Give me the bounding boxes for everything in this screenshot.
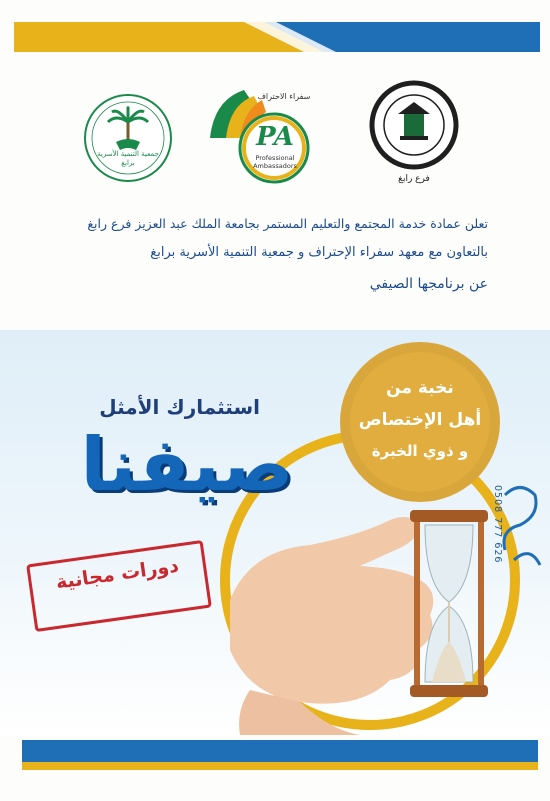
pa-top-text: سفراء الاحتراف	[257, 92, 311, 101]
bubble-line-2: أهل الإختصاص	[358, 410, 482, 430]
family-development-logo	[82, 92, 174, 184]
free-courses-stamp-text: دورات مجانية	[54, 554, 181, 594]
bubble-line-1: نخبة من	[386, 378, 454, 398]
contact-phone: 0508 777 626	[492, 485, 503, 564]
professional-ambassadors-logo	[204, 82, 314, 190]
announcement-line-2: بالتعاون مع معهد سفراء الإحتراف و جمعية التنمية الأسرية برابغ	[150, 245, 488, 260]
top-color-band	[14, 22, 540, 52]
announcement-line-1: تعلن عمادة خدمة المجتمع والتعليم المستمر بجامعة الملك عبد العزيز فرع رابغ	[87, 216, 488, 231]
university-branch-logo	[368, 80, 460, 190]
hero-title: صيفنا	[80, 422, 294, 508]
hero-slogan: استثمارك الأمثل	[99, 395, 260, 419]
hero-banner	[0, 330, 550, 735]
family-development-logo-text: جمعية التنمية الأسرية برابغ	[97, 150, 159, 167]
pa-english-line1: Professional	[255, 154, 295, 162]
bubble-line-3: و ذوي الخبرة	[371, 442, 469, 460]
university-seal-icon	[368, 80, 460, 170]
pa-english-line2: Ambassadors	[253, 162, 297, 170]
palm-tree-emblem-icon	[82, 92, 174, 184]
pa-letters: PA	[256, 122, 294, 152]
announcement-line-3: عن برنامجها الصيفي	[369, 276, 488, 292]
university-branch-caption: فرع رابغ	[398, 174, 430, 184]
hand-shape	[230, 517, 433, 704]
bottom-color-band	[22, 740, 538, 770]
